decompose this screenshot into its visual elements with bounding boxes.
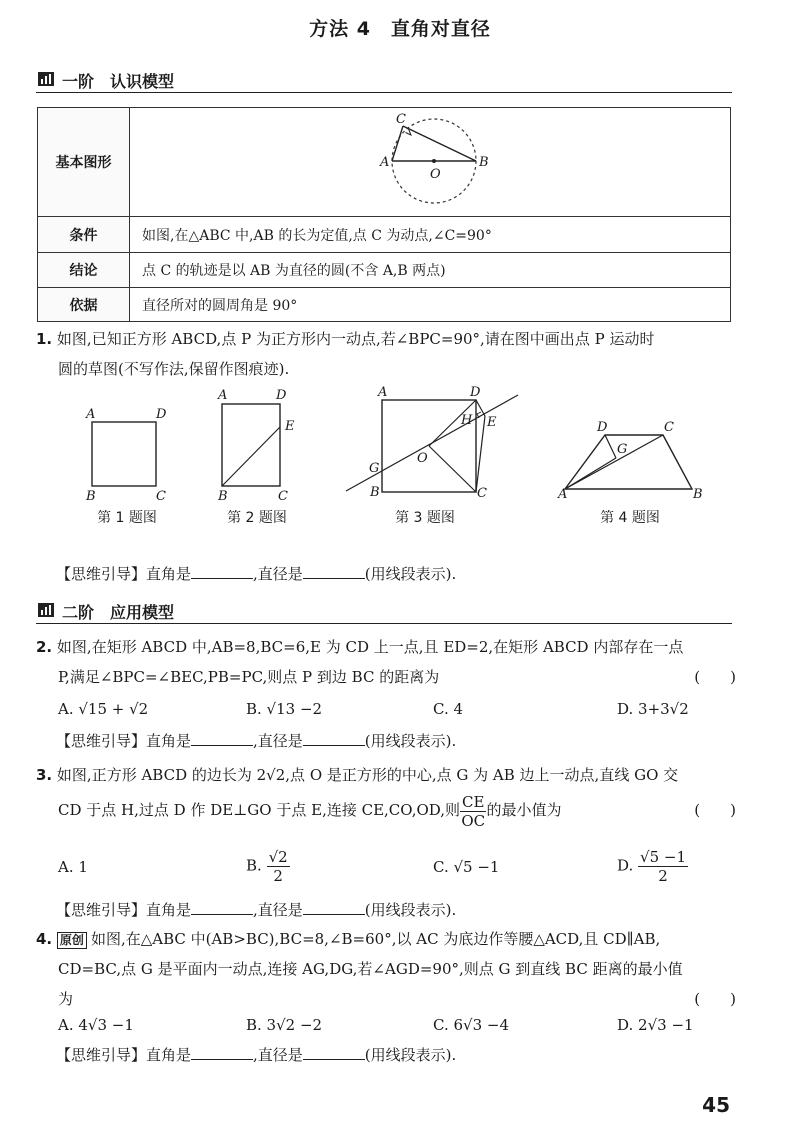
option-a[interactable]: A. 4√3 −1 — [58, 1016, 134, 1034]
option-d[interactable] — [617, 848, 688, 885]
guide-text: (用线段表示). — [364, 901, 457, 919]
table-row — [38, 108, 731, 217]
point-label: C — [664, 420, 674, 435]
guide-text: 【思维引导】直角是 — [56, 901, 192, 919]
question-1-figures — [36, 380, 736, 505]
point-label: A — [218, 388, 228, 403]
point-label: C — [396, 112, 406, 127]
question-text: P,满足∠BPC=∠BEC,PB=PC,则点 P 到边 BC 的距离为 — [58, 668, 440, 686]
option-d[interactable]: D. 3+3√2 — [617, 700, 689, 718]
answer-blank[interactable] — [191, 565, 253, 579]
guide-text: ,直径是 — [253, 565, 303, 583]
figure-caption: 第 1 题图 — [97, 510, 157, 526]
point-label: D — [156, 407, 167, 422]
point-label: G — [617, 442, 628, 457]
point-label: O — [417, 451, 428, 466]
figure-4 — [557, 420, 703, 502]
row-label: 依据 — [38, 288, 130, 322]
question-1 — [36, 324, 736, 384]
thinking-guide — [56, 1044, 456, 1065]
question-text: 如图,在矩形 ABCD 中,AB=8,BC=6,E 为 CD 上一点,且 ED=2,在矩形 ABCD 内部存在一点 — [56, 638, 684, 656]
fraction-numerator: √5 −1 — [640, 848, 687, 866]
guide-text: (用线段表示). — [364, 1046, 457, 1064]
section-title: 一阶 认识模型 — [62, 72, 175, 91]
point-label: B — [479, 155, 489, 170]
answer-parens[interactable]: ( ) — [694, 668, 736, 686]
question-text: 如图,在△ABC 中(AB>BC),BC=8,∠B=60°,以 AC 为底边作等腰△ACD,且 CD∥AB, — [90, 930, 661, 948]
question-text: 为 — [58, 990, 74, 1008]
thinking-guide — [56, 730, 456, 751]
point-label: E — [487, 415, 497, 430]
fraction-denominator: 2 — [273, 867, 283, 885]
thinking-guide — [56, 563, 456, 584]
guide-text: ,直径是 — [253, 732, 303, 750]
point-label: D — [597, 420, 608, 435]
fraction-denominator: OC — [461, 811, 486, 830]
guide-text: 【思维引导】直角是 — [56, 732, 192, 750]
option-d[interactable]: D. 2√3 −1 — [617, 1016, 694, 1034]
basic-figure — [130, 108, 730, 212]
question-text: 的最小值为 — [486, 801, 562, 819]
thinking-guide — [56, 899, 456, 920]
answer-blank[interactable] — [303, 565, 365, 579]
bar-chart-icon — [38, 603, 54, 617]
point-label: A — [558, 487, 568, 502]
page-title: 方法 4 直角对直径 — [309, 18, 491, 40]
point-label: B — [693, 487, 703, 502]
option-label: D. — [617, 856, 634, 875]
fraction — [267, 848, 290, 885]
point-label: B — [370, 485, 380, 500]
option-c[interactable]: C. 4 — [433, 700, 464, 718]
guide-text: (用线段表示). — [364, 565, 457, 583]
basic-figure-cell — [130, 108, 731, 217]
figure-2 — [217, 388, 295, 504]
point-label: B — [218, 489, 228, 504]
table-row — [38, 253, 731, 288]
guide-text: 【思维引导】直角是 — [56, 1046, 192, 1064]
figure-3 — [346, 385, 518, 501]
option-b[interactable] — [246, 848, 290, 885]
question-number: 2. — [36, 638, 53, 656]
row-value: 如图,在△ABC 中,AB 的长为定值,点 C 为动点,∠C=90° — [130, 217, 731, 253]
answer-parens[interactable]: ( ) — [694, 990, 736, 1008]
fraction-numerator: √2 — [268, 848, 288, 866]
option-b[interactable]: B. √13 −2 — [246, 700, 323, 718]
point-label: H — [461, 413, 473, 428]
page-number: 45 — [702, 1093, 730, 1117]
point-label: B — [86, 489, 96, 504]
table-row — [38, 217, 731, 253]
row-value: 点 C 的轨迹是以 AB 为直径的圆(不含 A,B 两点) — [130, 253, 731, 288]
section-header-1 — [36, 67, 732, 93]
question-number: 3. — [36, 766, 53, 784]
fraction — [460, 793, 486, 830]
row-label: 条件 — [38, 217, 130, 253]
original-badge: 原创 — [57, 932, 87, 949]
option-a[interactable]: A. √15 + √2 — [58, 700, 149, 718]
figure-caption: 第 3 题图 — [395, 510, 455, 526]
row-label: 基本图形 — [38, 108, 130, 217]
fraction-denominator: 2 — [658, 867, 668, 885]
point-label: C — [278, 489, 288, 504]
question-text: 如图,已知正方形 ABCD,点 P 为正方形内一动点,若∠BPC=90°,请在图中画出点 P 运动时 — [56, 330, 655, 348]
figure-caption: 第 2 题图 — [227, 510, 287, 526]
point-label: D — [470, 385, 481, 400]
guide-text: 【思维引导】直角是 — [56, 565, 192, 583]
fraction — [638, 848, 688, 885]
section-title: 二阶 应用模型 — [62, 603, 175, 622]
answer-blank[interactable] — [191, 732, 253, 746]
section-header-2 — [36, 598, 732, 624]
point-label: C — [156, 489, 166, 504]
guide-text: ,直径是 — [253, 901, 303, 919]
point-label: A — [378, 385, 388, 400]
answer-blank[interactable] — [303, 901, 365, 915]
figure-caption: 第 4 题图 — [600, 510, 660, 526]
point-label: O — [430, 167, 441, 182]
question-number: 4. — [36, 930, 53, 948]
question-3 — [36, 760, 736, 790]
question-number: 1. — [36, 330, 53, 348]
point-label: G — [369, 461, 380, 476]
question-3-line-2 — [58, 792, 736, 830]
option-c[interactable]: C. √5 −1 — [433, 858, 500, 876]
model-table — [37, 107, 731, 322]
answer-blank[interactable] — [191, 1046, 253, 1060]
row-label: 结论 — [38, 253, 130, 288]
fraction-numerator: CE — [462, 792, 485, 811]
option-c[interactable]: C. 6√3 −4 — [433, 1016, 510, 1034]
question-text: 圆的草图(不写作法,保留作图痕迹). — [58, 360, 290, 378]
answer-blank[interactable] — [303, 732, 365, 746]
point-label: A — [86, 407, 96, 422]
table-row — [38, 288, 731, 322]
question-text: CD 于点 H,过点 D 作 DE⊥GO 于点 E,连接 CE,CO,OD,则 — [58, 801, 461, 819]
figure-1 — [85, 407, 167, 504]
bar-chart-icon — [38, 72, 54, 86]
answer-blank[interactable] — [191, 901, 253, 915]
option-a[interactable]: A. 1 — [58, 858, 88, 876]
option-label: B. — [246, 856, 262, 875]
answer-blank[interactable] — [303, 1046, 365, 1060]
question-2 — [36, 632, 736, 692]
question-text: 如图,正方形 ABCD 的边长为 2√2,点 O 是正方形的中心,点 G 为 AB 边上一动点,直线 GO 交 — [56, 766, 679, 784]
row-value: 直径所对的圆周角是 90° — [130, 288, 731, 322]
answer-parens[interactable]: ( ) — [694, 801, 736, 819]
guide-text: (用线段表示). — [364, 732, 457, 750]
point-label: D — [276, 388, 287, 403]
question-4 — [36, 924, 736, 1014]
guide-text: ,直径是 — [253, 1046, 303, 1064]
option-b[interactable]: B. 3√2 −2 — [246, 1016, 323, 1034]
point-label: E — [285, 419, 295, 434]
point-label: C — [477, 486, 487, 501]
question-text: CD=BC,点 G 是平面内一动点,连接 AG,DG,若∠AGD=90°,则点 G 到直线 BC 距离的最小值 — [58, 960, 683, 978]
point-label: A — [380, 155, 390, 170]
